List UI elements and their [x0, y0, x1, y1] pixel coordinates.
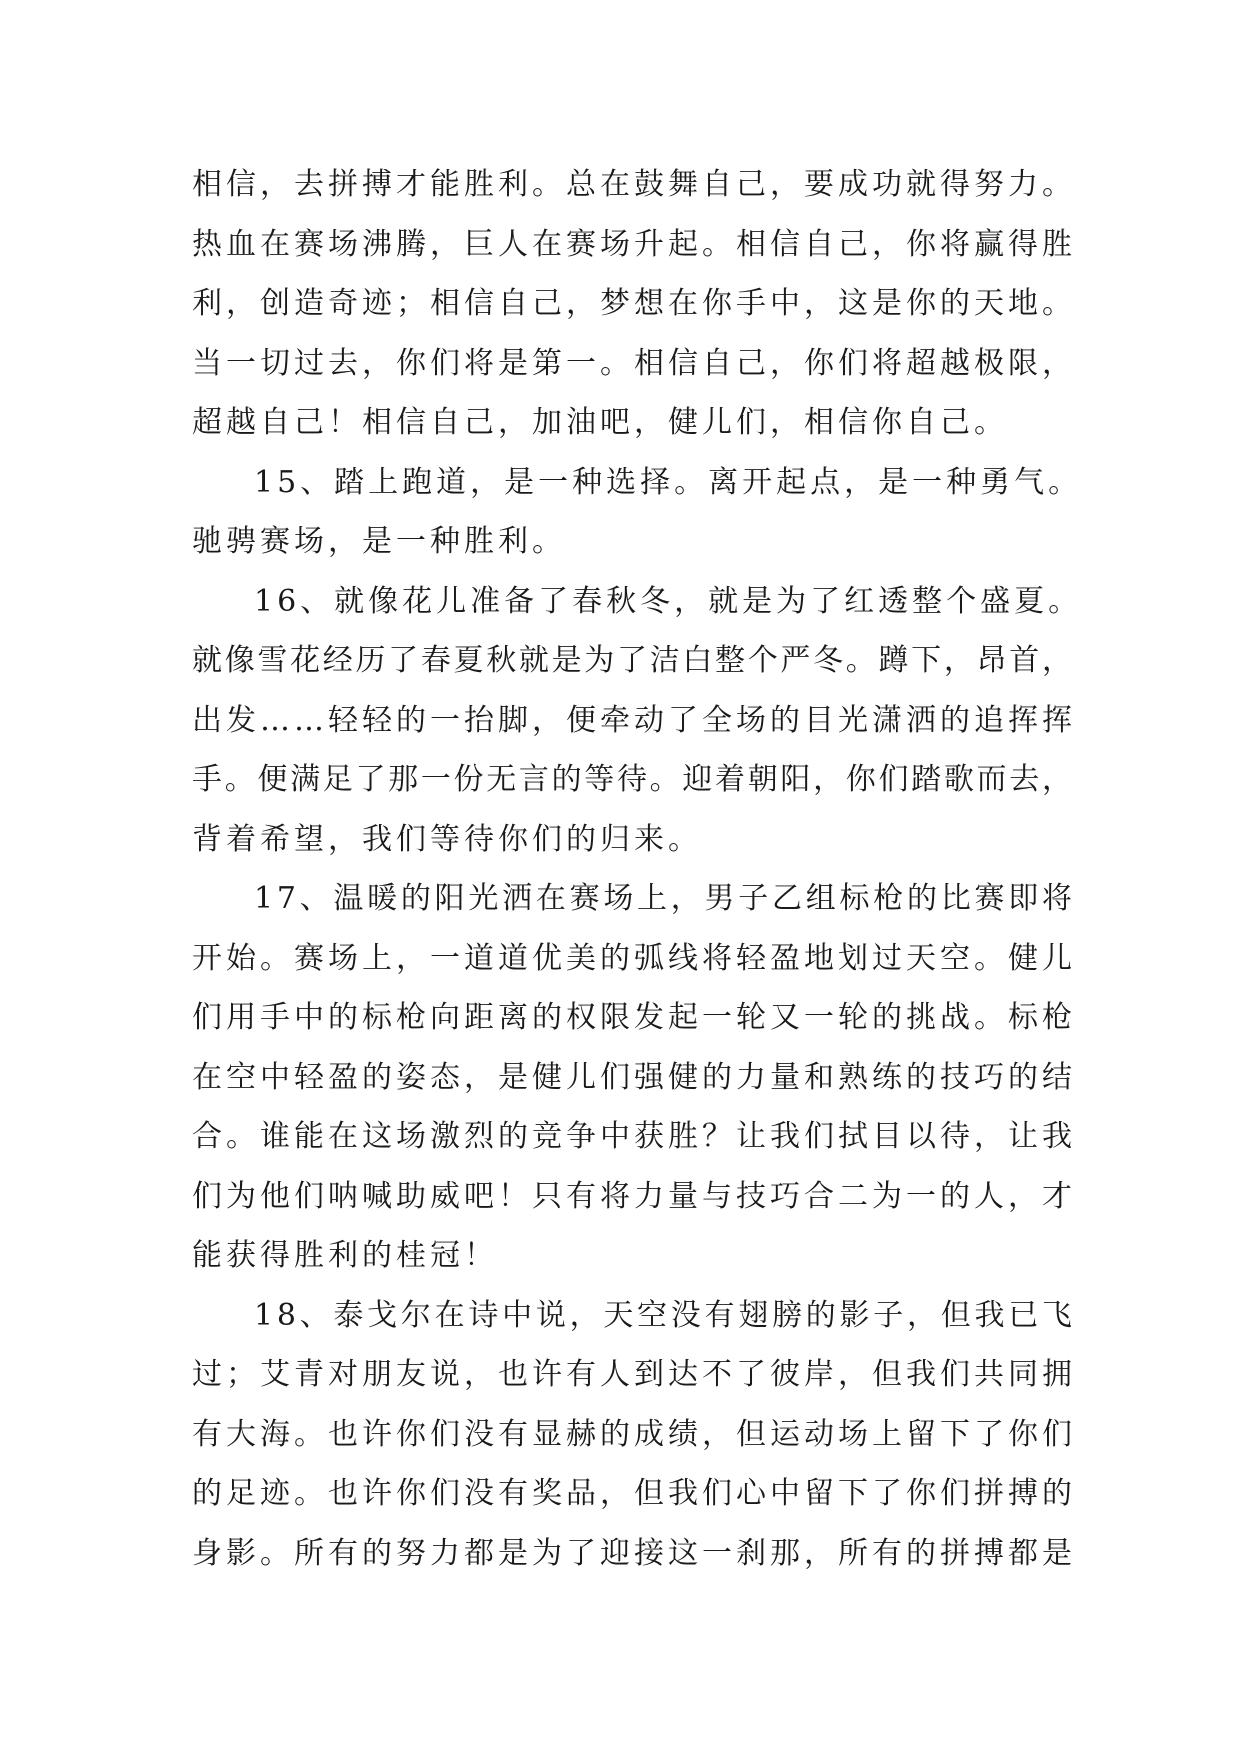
text-line: 超越自己！相信自己，加油吧，健儿们，相信你自己。 [192, 405, 1008, 440]
text-line: 能获得胜利的桂冠！ [192, 1238, 498, 1273]
text-line: 过；艾青对朋友说，也许有人到达不了彼岸，但我们共同拥 [192, 1357, 1076, 1392]
text-line: 背着希望，我们等待你们的归来。 [192, 821, 702, 857]
text-line: 驰骋赛场，是一种胜利。 [192, 524, 566, 559]
text-line: 们为他们呐喊助威吧！只有将力量与技巧合二为一的人，才 [192, 1178, 1076, 1214]
text-line: 就像雪花经历了春夏秋就是为了洁白整个严冬。蹲下，昂首， [192, 643, 1075, 678]
text-line: 的足迹。也许你们没有奖品，但我们心中留下了你们拼搏的 [192, 1476, 1076, 1511]
text-line: 开始。赛场上，一道道优美的弧线将轻盈地划过天空。健儿 [192, 940, 1076, 976]
document-body [192, 155, 1083, 1583]
text-line: 出发……轻轻的一抬脚，便牵动了全场的目光潇洒的追挥挥 [192, 702, 1076, 738]
text-line: 利，创造奇迹；相信自己，梦想在你手中，这是你的天地。 [192, 286, 1076, 321]
text-line: 相信，去拼搏才能胜利。总在鼓舞自己，要成功就得努力。 [192, 167, 1076, 202]
text-line: 当一切过去，你们将是第一。相信自己，你们将超越极限， [192, 345, 1076, 381]
text-line: 合。谁能在这场激烈的竞争中获胜？让我们拭目以待，让我 [192, 1119, 1076, 1154]
text-line: 17、温暖的阳光洒在赛场上，男子乙组标枪的比赛即将 [254, 881, 1076, 916]
text-line: 们用手中的标枪向距离的权限发起一轮又一轮的挑战。标枪 [192, 1000, 1076, 1035]
text-line: 身影。所有的努力都是为了迎接这一刹那，所有的拼搏都是 [192, 1535, 1076, 1571]
text-line: 在空中轻盈的姿态，是健儿们强健的力量和熟练的技巧的结 [192, 1059, 1076, 1095]
text-line: 热血在赛场沸腾，巨人在赛场升起。相信自己，你将赢得胜 [192, 226, 1076, 262]
text-line: 有大海。也许你们没有显赫的成绩，但运动场上留下了你们 [192, 1416, 1076, 1452]
text-line: 手。便满足了那一份无言的等待。迎着朝阳，你们踏歌而去， [192, 762, 1075, 797]
text-line: 15、踏上跑道，是一种选择。离开起点，是一种勇气。 [254, 464, 1083, 500]
text-line: 16、就像花儿准备了春秋冬，就是为了红透整个盛夏。 [254, 583, 1083, 619]
text-line: 18、泰戈尔在诗中说，天空没有翅膀的影子，但我已飞 [254, 1297, 1076, 1333]
